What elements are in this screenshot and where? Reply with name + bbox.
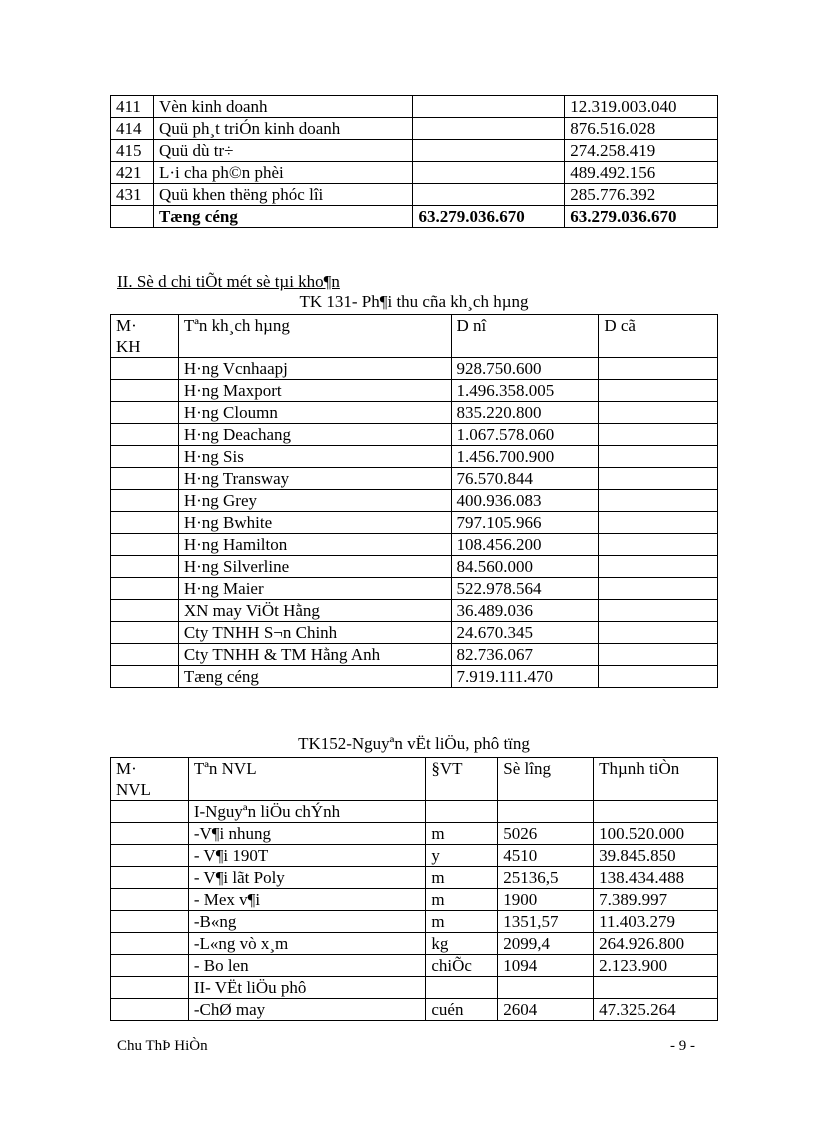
header-name: Tªn NVL: [188, 758, 426, 801]
table-header: [111, 315, 718, 358]
cell-name: I-Nguyªn liÖu chÝnh: [188, 801, 426, 823]
cell-code: [111, 933, 189, 955]
cell-unit: cuén: [426, 999, 498, 1021]
cell-name: H·ng Vcnhaapj: [178, 358, 451, 380]
table-row: [111, 118, 718, 140]
cell-name: H·ng Hamilton: [178, 534, 451, 556]
cell-debit: 1.496.358.005: [451, 380, 599, 402]
cell-unit: chiÕc: [426, 955, 498, 977]
cell-code: [111, 823, 189, 845]
receivables-caption: TK 131- Ph¶i thu cña kh¸ch hµng: [299, 292, 529, 311]
cell-name: H·ng Bwhite: [178, 512, 451, 534]
cell-debit: 82.736.067: [451, 644, 599, 666]
table-row: [111, 955, 718, 977]
materials-caption: TK152-Nguyªn vËt liÖu, phô tïng: [298, 734, 530, 753]
footer-author: Chu ThÞ HiÒn: [117, 1038, 208, 1054]
table-row: [111, 358, 718, 380]
cell-name: -ChØ may: [188, 999, 426, 1021]
table-row: [111, 911, 718, 933]
cell-name: -L«ng vò x¸m: [188, 933, 426, 955]
cell-unit: [426, 801, 498, 823]
cell-credit: [599, 402, 718, 424]
cell-amount: 138.434.488: [594, 867, 718, 889]
cell-code: [111, 977, 189, 999]
cell-name: -V¶i nhung: [188, 823, 426, 845]
credit-value: 274.258.419: [565, 140, 718, 162]
cell-name: Tæng céng: [178, 666, 451, 688]
cell-amount: [594, 801, 718, 823]
account-code: 431: [111, 184, 154, 206]
cell-name: H·ng Maier: [178, 578, 451, 600]
total-debit: 63.279.036.670: [413, 206, 565, 228]
debit-value: [413, 184, 565, 206]
section-heading: II. Sè d chi tiÕt mét sè tµi kho¶n: [117, 272, 340, 291]
header-amount: Thµnh tiÒn: [594, 758, 718, 801]
cell-credit: [599, 490, 718, 512]
cell-qty: 2604: [498, 999, 594, 1021]
cell-name: H·ng Maxport: [178, 380, 451, 402]
cell-name: H·ng Transway: [178, 468, 451, 490]
table-row: [111, 140, 718, 162]
table-row: [111, 490, 718, 512]
cell-credit: [599, 666, 718, 688]
cell-credit: [599, 424, 718, 446]
cell-credit: [599, 512, 718, 534]
cell-debit: 797.105.966: [451, 512, 599, 534]
table-row: [111, 666, 718, 688]
table-row: [111, 933, 718, 955]
table-row: [111, 977, 718, 999]
cell-name: Cty TNHH & TM Hằng Anh: [178, 644, 451, 666]
table-row: [111, 184, 718, 206]
balance-rows: [111, 96, 718, 228]
receivables-table: [110, 314, 718, 688]
cell-credit: [599, 600, 718, 622]
header-unit: §VT: [426, 758, 498, 801]
cell-name: - V¶i 190T: [188, 845, 426, 867]
cell-code: [111, 556, 179, 578]
cell-code: [111, 644, 179, 666]
cell-qty: [498, 977, 594, 999]
total-row: [111, 206, 718, 228]
cell-debit: 76.570.844: [451, 468, 599, 490]
cell-unit: kg: [426, 933, 498, 955]
credit-value: 876.516.028: [565, 118, 718, 140]
cell-name: H·ng Grey: [178, 490, 451, 512]
total-label: Tæng céng: [153, 206, 413, 228]
page-number: - 9 -: [670, 1038, 695, 1054]
cell-qty: 1094: [498, 955, 594, 977]
cell-code: [111, 402, 179, 424]
cell-name: II- VËt liÖu phô: [188, 977, 426, 999]
cell-debit: 108.456.200: [451, 534, 599, 556]
materials-table: [110, 757, 718, 1021]
cell-qty: 5026: [498, 823, 594, 845]
cell-code: [111, 490, 179, 512]
cell-debit: 36.489.036: [451, 600, 599, 622]
account-code: 411: [111, 96, 154, 118]
cell-qty: 1351,57: [498, 911, 594, 933]
cell-unit: m: [426, 867, 498, 889]
cell-code: [111, 446, 179, 468]
materials-rows: [111, 801, 718, 1021]
table-row: [111, 402, 718, 424]
cell-qty: 2099,4: [498, 933, 594, 955]
cell-amount: 7.389.997: [594, 889, 718, 911]
account-name: L·i cha ph©n phèi: [153, 162, 413, 184]
cell-debit: 7.919.111.470: [451, 666, 599, 688]
cell-code: [111, 622, 179, 644]
cell-name: - V¶i lãt Poly: [188, 867, 426, 889]
credit-value: 489.492.156: [565, 162, 718, 184]
table-row: [111, 556, 718, 578]
cell-code: [111, 600, 179, 622]
table-row: [111, 622, 718, 644]
cell-name: - Bo len: [188, 955, 426, 977]
account-code: 421: [111, 162, 154, 184]
cell-name: H·ng Sis: [178, 446, 451, 468]
account-name: Quü khen thëng phóc lîi: [153, 184, 413, 206]
table-row: [111, 96, 718, 118]
debit-value: [413, 162, 565, 184]
cell-amount: 100.520.000: [594, 823, 718, 845]
cell-debit: 1.456.700.900: [451, 446, 599, 468]
cell-credit: [599, 556, 718, 578]
cell-code: [111, 534, 179, 556]
cell-unit: [426, 977, 498, 999]
cell-name: XN may ViÖt Hằng: [178, 600, 451, 622]
cell-code: [111, 424, 179, 446]
cell-code: [111, 867, 189, 889]
account-name: Quü ph¸t triÓn kinh doanh: [153, 118, 413, 140]
cell-credit: [599, 468, 718, 490]
cell-amount: [594, 977, 718, 999]
cell-amount: 39.845.850: [594, 845, 718, 867]
table-row: [111, 845, 718, 867]
cell-code: [111, 801, 189, 823]
table-row: [111, 424, 718, 446]
balance-table: [110, 95, 718, 228]
cell-qty: 1900: [498, 889, 594, 911]
cell-name: Cty TNHH S¬n Chinh: [178, 622, 451, 644]
cell-debit: 522.978.564: [451, 578, 599, 600]
cell-debit: 928.750.600: [451, 358, 599, 380]
cell-debit: 400.936.083: [451, 490, 599, 512]
cell-credit: [599, 380, 718, 402]
debit-value: [413, 140, 565, 162]
cell-debit: 84.560.000: [451, 556, 599, 578]
header-credit: D cã: [599, 315, 718, 358]
debit-value: [413, 118, 565, 140]
cell-unit: m: [426, 911, 498, 933]
cell-qty: [498, 801, 594, 823]
table-row: [111, 512, 718, 534]
table-row: [111, 801, 718, 823]
account-code: 414: [111, 118, 154, 140]
cell-name: H·ng Silverline: [178, 556, 451, 578]
cell-amount: 2.123.900: [594, 955, 718, 977]
cell-debit: 24.670.345: [451, 622, 599, 644]
cell-name: H·ng Cloumn: [178, 402, 451, 424]
cell-credit: [599, 578, 718, 600]
cell-code: [111, 955, 189, 977]
cell-qty: 4510: [498, 845, 594, 867]
cell-code: [111, 911, 189, 933]
table-row: [111, 823, 718, 845]
cell-name: -B«ng: [188, 911, 426, 933]
header-name: Tªn kh¸ch hµng: [178, 315, 451, 358]
header-qty: Sè lîng: [498, 758, 594, 801]
table-row: [111, 999, 718, 1021]
header-code: M· KH: [111, 315, 179, 358]
cell-amount: 11.403.279: [594, 911, 718, 933]
credit-value: 12.319.003.040: [565, 96, 718, 118]
account-code: 415: [111, 140, 154, 162]
table-row: [111, 380, 718, 402]
cell-unit: m: [426, 823, 498, 845]
cell-code: [111, 512, 179, 534]
cell-amount: 264.926.800: [594, 933, 718, 955]
cell-unit: m: [426, 889, 498, 911]
cell-credit: [599, 622, 718, 644]
account-name: Vèn kinh doanh: [153, 96, 413, 118]
cell-debit: 835.220.800: [451, 402, 599, 424]
cell-credit: [599, 534, 718, 556]
table-row: [111, 162, 718, 184]
header-debit: D nî: [451, 315, 599, 358]
cell-code: [111, 889, 189, 911]
cell-credit: [599, 358, 718, 380]
table-row: [111, 889, 718, 911]
cell-code: [111, 578, 179, 600]
cell-code: [111, 666, 179, 688]
table-row: [111, 578, 718, 600]
cell-unit: y: [426, 845, 498, 867]
cell-code: [111, 358, 179, 380]
cell-qty: 25136,5: [498, 867, 594, 889]
table-row: [111, 468, 718, 490]
table-header: [111, 758, 718, 801]
cell-code: [111, 468, 179, 490]
cell-credit: [599, 446, 718, 468]
debit-value: [413, 96, 565, 118]
receivables-rows: [111, 358, 718, 688]
cell-code: [111, 999, 189, 1021]
account-name: Quü dù tr÷: [153, 140, 413, 162]
cell-code: [111, 380, 179, 402]
cell-credit: [599, 644, 718, 666]
table-row: [111, 534, 718, 556]
total-credit: 63.279.036.670: [565, 206, 718, 228]
table-row: [111, 600, 718, 622]
credit-value: 285.776.392: [565, 184, 718, 206]
table-row: [111, 867, 718, 889]
table-row: [111, 644, 718, 666]
header-code: M· NVL: [111, 758, 189, 801]
cell-code: [111, 845, 189, 867]
cell-amount: 47.325.264: [594, 999, 718, 1021]
cell-name: - Mex v¶i: [188, 889, 426, 911]
table-row: [111, 446, 718, 468]
cell-debit: 1.067.578.060: [451, 424, 599, 446]
cell-name: H·ng Deachang: [178, 424, 451, 446]
